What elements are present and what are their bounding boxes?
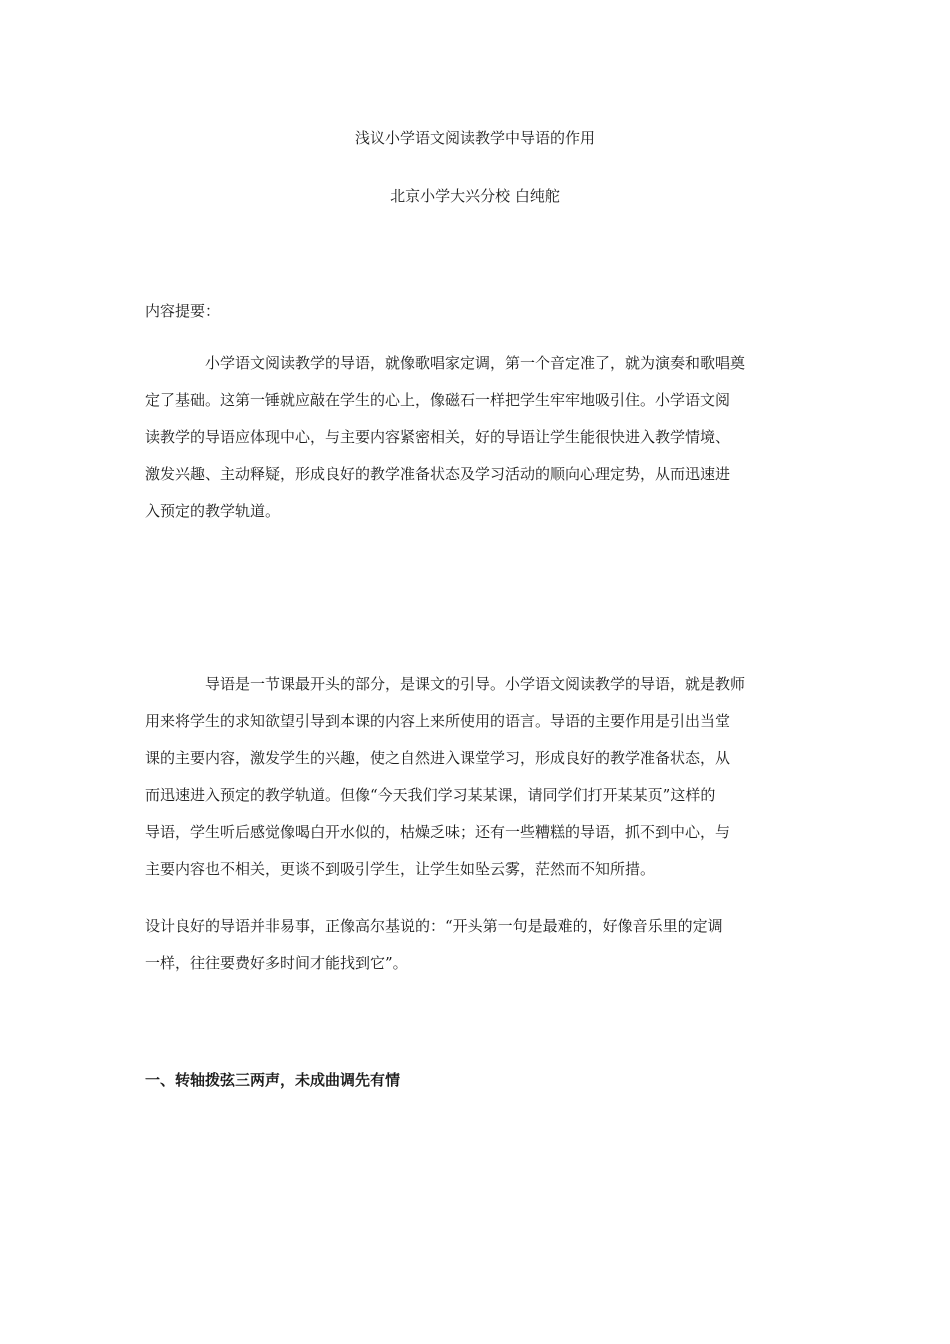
section-heading: 一、转轴拨弦三两声，未成曲调先有情 [145,1071,401,1089]
paragraph-line: 定了基础。这第一锤就应敲在学生的心上，像磁石一样把学生牢牢地吸引住。小学语文阅 [145,391,731,409]
body-paragraph-2 [145,908,807,982]
body-paragraph-1 [145,666,807,888]
paragraph-line: 主要内容也不相关，更谈不到吸引学生，让学生如坠云雾，茫然而不知所措。 [145,860,656,878]
paragraph-line: 入预定的教学轨道。 [145,502,281,520]
author-line: 北京小学大兴分校 白纯舵 [390,187,560,205]
abstract-paragraph [145,345,807,530]
abstract-label-block [145,293,807,330]
paragraph-line: 用来将学生的求知欲望引导到本课的内容上来所使用的语言。导语的主要作用是引出当堂 [145,712,731,730]
paragraph-line: 读教学的导语应体现中心，与主要内容紧密相关，好的导语让学生能很快进入教学情境、 [145,428,731,446]
paragraph-line: 激发兴趣、主动释疑，形成良好的教学准备状态及学习活动的顺向心理定势，从而迅速进 [145,465,731,483]
paragraph-line: 小学语文阅读教学的导语，就像歌唱家定调，第一个音定准了，就为演奏和歌唱奠 [205,354,746,372]
section-heading-block [145,1062,807,1099]
paragraph-line: 课的主要内容，激发学生的兴趣，使之自然进入课堂学习，形成良好的教学准备状态，从 [145,749,731,767]
document-title: 浅议小学语文阅读教学中导语的作用 [354,129,595,147]
paragraph-line: 而迅速进入预定的教学轨道。但像“今天我们学习某某课，请同学们打开某某页”这样的 [145,786,716,804]
paragraph-line: 设计良好的导语并非易事，正像高尔基说的：“开头第一句是最难的，好像音乐里的定调 [145,917,723,935]
abstract-label: 内容提要： [145,302,221,320]
paragraph-line: 导语，学生听后感觉像喝白开水似的，枯燥乏味；还有一些糟糕的导语，抓不到中心，与 [145,823,731,841]
paragraph-line: 一样，往往要费好多时间才能找到它”。 [145,954,408,972]
paragraph-line: 导语是一节课最开头的部分，是课文的引导。小学语文阅读教学的导语，就是教师 [205,675,746,693]
